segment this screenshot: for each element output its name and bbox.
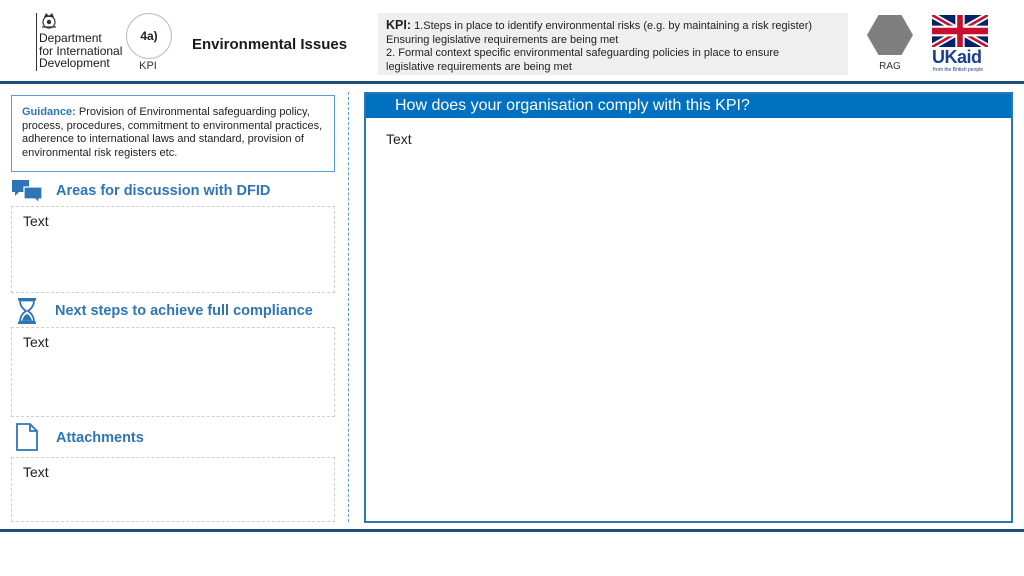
footer-rule	[0, 529, 1024, 532]
guidance-text: Provision of Environmental safeguarding policy, process, procedures, commitment to environmental practices, adherence to international laws and standard, provision of environmental risk registers etc.	[22, 106, 323, 159]
guidance-box	[11, 95, 335, 172]
attachments-title: Attachments	[56, 430, 144, 446]
kpi-line-4: legislative requirements are being met	[386, 60, 572, 73]
logo-divider	[36, 13, 37, 71]
royal-crest-icon	[39, 11, 59, 31]
ukaid-logo	[932, 15, 988, 75]
discussion-title: Areas for discussion with DFID	[56, 183, 271, 199]
kpi-line-2: Ensuring legislative requirements are being met	[386, 33, 619, 46]
hourglass-icon	[11, 297, 43, 325]
union-flag-icon	[932, 15, 988, 47]
dfid-logo	[36, 11, 128, 73]
kpi-number-badge: 4a)	[126, 13, 172, 59]
header-rule	[0, 81, 1024, 84]
column-divider	[348, 92, 349, 522]
kpi-compliance-panel	[364, 92, 1013, 523]
document-icon	[11, 423, 43, 451]
discussion-text-box[interactable]: Text	[11, 206, 335, 293]
page-title: Environmental Issues	[192, 36, 348, 53]
ukaid-tagline: from the British people	[933, 67, 984, 73]
rag-label: RAG	[879, 61, 901, 72]
ukaid-wordmark: UKaid	[932, 47, 982, 67]
kpi-caption: KPI	[139, 60, 157, 72]
kpi-prefix: KPI:	[386, 18, 411, 32]
next-steps-text-box[interactable]: Text	[11, 327, 335, 417]
compliance-text-area[interactable]: Text	[386, 131, 412, 147]
next-steps-title: Next steps to achieve full compliance	[55, 303, 313, 319]
kpi-line-3: 2. Formal context specific environmental safeguarding policies in place to ensure	[386, 47, 780, 60]
kpi-description-box	[378, 13, 848, 75]
attachments-text-box[interactable]: Text	[11, 457, 335, 522]
speech-bubbles-icon	[11, 178, 43, 206]
guidance-label: Guidance:	[22, 106, 76, 118]
compliance-question: How does your organisation comply with this KPI?	[366, 94, 1011, 118]
rag-status-hexagon[interactable]	[867, 14, 913, 56]
dfid-logo-text: Department for International Development	[39, 31, 123, 70]
kpi-line-1: 1.Steps in place to identify environmental risks (e.g. by maintaining a risk register)	[414, 20, 813, 32]
